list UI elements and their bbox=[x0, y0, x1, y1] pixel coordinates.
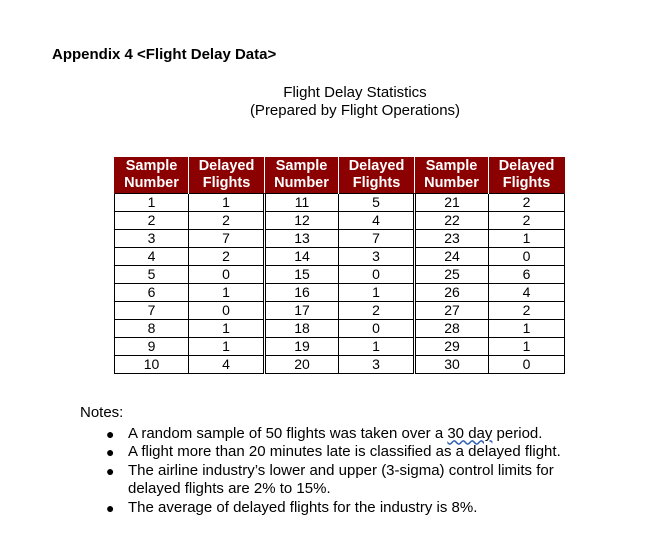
delayed-flights-cell: 3 bbox=[339, 356, 415, 374]
column-header-line: Number bbox=[274, 175, 329, 191]
sample-number-cell: 11 bbox=[265, 194, 339, 212]
delayed-flights-cell: 1 bbox=[339, 284, 415, 302]
table-header-row bbox=[115, 157, 565, 194]
bullet-icon: ● bbox=[106, 444, 115, 460]
delayed-flights-cell: 1 bbox=[189, 284, 265, 302]
table-title: Flight Delay Statistics bbox=[283, 84, 427, 101]
appendix-heading: Appendix 4 <Flight Delay Data> bbox=[52, 46, 277, 63]
bullet-icon: ● bbox=[106, 499, 115, 516]
sample-number-cell: 30 bbox=[415, 356, 489, 374]
sample-number-cell: 27 bbox=[415, 302, 489, 320]
table-row bbox=[115, 338, 565, 356]
delayed-flights-cell: 1 bbox=[189, 338, 265, 356]
sample-number-cell: 14 bbox=[265, 248, 339, 266]
table-row bbox=[115, 230, 565, 248]
delayed-flights-cell: 2 bbox=[189, 248, 265, 266]
delayed-flights-cell: 7 bbox=[189, 230, 265, 248]
sample-number-cell: 23 bbox=[415, 230, 489, 248]
delayed-flights-cell: 4 bbox=[189, 356, 265, 374]
delayed-flights-cell: 0 bbox=[189, 266, 265, 284]
delayed-flights-cell: 6 bbox=[489, 266, 565, 284]
delayed-flights-cell: 2 bbox=[339, 302, 415, 320]
sample-number-cell: 16 bbox=[265, 284, 339, 302]
delayed-flights-cell: 2 bbox=[489, 194, 565, 212]
delayed-flights-cell: 1 bbox=[339, 338, 415, 356]
note-text: A flight more than 20 minutes late is classified as a delayed flight. bbox=[128, 443, 561, 460]
delayed-flights-cell: 1 bbox=[489, 320, 565, 338]
sample-number-cell: 28 bbox=[415, 320, 489, 338]
delayed-flights-cell: 4 bbox=[339, 212, 415, 230]
column-header-line: Flights bbox=[502, 175, 551, 191]
sample-number-cell: 15 bbox=[265, 266, 339, 284]
sample-number-cell: 10 bbox=[115, 356, 189, 374]
sample-number-cell: 22 bbox=[415, 212, 489, 230]
delayed-flights-cell: 0 bbox=[489, 248, 565, 266]
table-row bbox=[115, 356, 565, 374]
sample-number-cell: 8 bbox=[115, 320, 189, 338]
note-text: period. bbox=[492, 424, 543, 442]
column-header-line: Sample bbox=[125, 158, 178, 174]
sample-number-cell: 21 bbox=[415, 194, 489, 212]
note-item bbox=[106, 461, 598, 499]
table-row bbox=[115, 194, 565, 212]
sample-number-cell: 18 bbox=[265, 320, 339, 338]
sample-number-cell: 12 bbox=[265, 212, 339, 230]
sample-number-cell: 19 bbox=[265, 338, 339, 356]
sample-number-cell: 9 bbox=[115, 338, 189, 356]
flight-delay-table bbox=[114, 157, 565, 374]
table-title-block bbox=[0, 84, 670, 120]
note-text: The airline industry’s lower and upper (3-sigma) control limits for delayed flights are 2% to 15%. bbox=[128, 461, 554, 497]
delayed-flights-cell: 2 bbox=[489, 302, 565, 320]
sample-number-cell: 3 bbox=[115, 230, 189, 248]
delayed-flights-cell: 0 bbox=[339, 266, 415, 284]
table-row bbox=[115, 266, 565, 284]
column-header bbox=[115, 157, 189, 194]
column-header-line: Delayed bbox=[498, 158, 555, 174]
bullet-icon: ● bbox=[106, 425, 115, 442]
note-item bbox=[106, 498, 598, 518]
spellcheck-flagged-text[interactable]: 30 day bbox=[447, 424, 493, 442]
column-header-line: Delayed bbox=[198, 158, 255, 174]
note-item bbox=[106, 424, 598, 444]
table-row bbox=[115, 302, 565, 320]
sample-number-cell: 7 bbox=[115, 302, 189, 320]
sample-number-cell: 1 bbox=[115, 194, 189, 212]
table-row bbox=[115, 320, 565, 338]
table-row bbox=[115, 212, 565, 230]
sample-number-cell: 29 bbox=[415, 338, 489, 356]
table-body bbox=[115, 194, 565, 374]
column-header bbox=[189, 157, 265, 194]
delayed-flights-cell: 2 bbox=[189, 212, 265, 230]
column-header bbox=[339, 157, 415, 194]
delayed-flights-cell: 1 bbox=[489, 338, 565, 356]
sample-number-cell: 25 bbox=[415, 266, 489, 284]
delayed-flights-cell: 1 bbox=[489, 230, 565, 248]
notes-section bbox=[80, 404, 598, 517]
sample-number-cell: 26 bbox=[415, 284, 489, 302]
delayed-flights-cell: 1 bbox=[189, 194, 265, 212]
delayed-flights-cell: 5 bbox=[339, 194, 415, 212]
table-subtitle: (Prepared by Flight Operations) bbox=[249, 102, 461, 119]
sample-number-cell: 20 bbox=[265, 356, 339, 374]
sample-number-cell: 6 bbox=[115, 284, 189, 302]
column-header-line: Flights bbox=[202, 175, 251, 191]
column-header-line: Flights bbox=[352, 175, 401, 191]
column-header bbox=[489, 157, 565, 194]
delayed-flights-cell: 2 bbox=[489, 212, 565, 230]
column-header-line: Delayed bbox=[348, 158, 405, 174]
delayed-flights-cell: 0 bbox=[339, 320, 415, 338]
sample-number-cell: 5 bbox=[115, 266, 189, 284]
sample-number-cell: 4 bbox=[115, 248, 189, 266]
table-row bbox=[115, 248, 565, 266]
sample-number-cell: 17 bbox=[265, 302, 339, 320]
delayed-flights-cell: 7 bbox=[339, 230, 415, 248]
bullet-icon: ● bbox=[106, 462, 115, 479]
column-header bbox=[415, 157, 489, 194]
column-header-line: Sample bbox=[425, 158, 478, 174]
sample-number-cell: 13 bbox=[265, 230, 339, 248]
delayed-flights-cell: 4 bbox=[489, 284, 565, 302]
delayed-flights-cell: 3 bbox=[339, 248, 415, 266]
column-header-line: Number bbox=[124, 175, 179, 191]
note-item bbox=[106, 443, 598, 462]
column-header-line: Sample bbox=[275, 158, 328, 174]
sample-number-cell: 24 bbox=[415, 248, 489, 266]
table-row bbox=[115, 284, 565, 302]
column-header bbox=[265, 157, 339, 194]
delayed-flights-cell: 1 bbox=[189, 320, 265, 338]
column-header-line: Number bbox=[424, 175, 479, 191]
sample-number-cell: 2 bbox=[115, 212, 189, 230]
delayed-flights-cell: 0 bbox=[189, 302, 265, 320]
note-text: A random sample of 50 flights was taken over a bbox=[128, 424, 448, 442]
note-text: The average of delayed flights for the industry is 8%. bbox=[128, 498, 478, 516]
notes-list bbox=[80, 425, 598, 518]
delayed-flights-cell: 0 bbox=[489, 356, 565, 374]
notes-label: Notes: bbox=[80, 404, 124, 421]
